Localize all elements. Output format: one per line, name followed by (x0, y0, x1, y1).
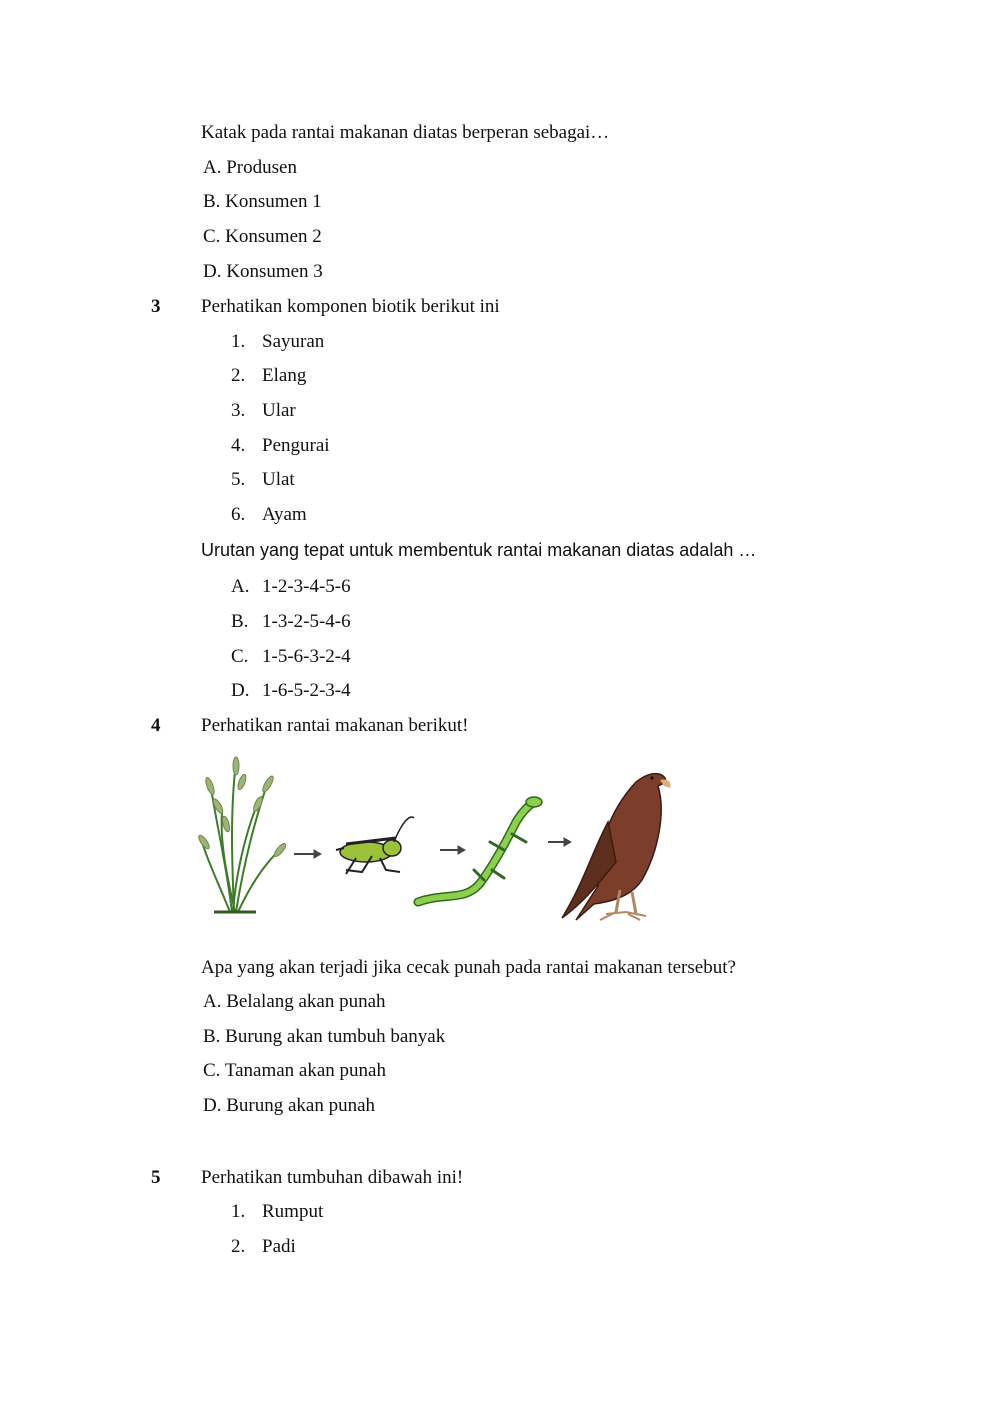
q3-item-number: 6. (231, 504, 246, 525)
grass-icon (197, 757, 287, 912)
q4-option-d[interactable]: D. Burung akan punah (203, 1095, 376, 1116)
q3-item-number: 2. (231, 365, 246, 386)
q3-stem: Perhatikan komponen biotik berikut ini (201, 296, 500, 317)
q3-item-label: Pengurai (262, 435, 330, 456)
q3-item-number: 1. (231, 331, 246, 352)
eagle-icon (562, 774, 671, 920)
q2-option-b[interactable]: B. Konsumen 1 (203, 191, 322, 212)
arrow-right-icon (440, 846, 465, 854)
q5-number: 5 (151, 1167, 161, 1188)
q3-item-label: Ayam (262, 504, 307, 525)
q5-item-number: 2. (231, 1236, 246, 1257)
q5-item-label: Rumput (262, 1201, 324, 1222)
q2-option-c[interactable]: C. Konsumen 2 (203, 226, 322, 247)
q3-item-number: 5. (231, 469, 246, 490)
q3-item-label: Ulat (262, 469, 295, 490)
q3-option-letter[interactable]: C. (231, 646, 249, 667)
arrow-right-icon (548, 838, 571, 846)
q3-option-c[interactable]: 1-5-6-3-2-4 (262, 646, 351, 667)
q3-item-label: Sayuran (262, 331, 325, 352)
q3-option-d[interactable]: 1-6-5-2-3-4 (262, 680, 351, 701)
q5-stem: Perhatikan tumbuhan dibawah ini! (201, 1167, 464, 1188)
q2-stem: Katak pada rantai makanan diatas berperan sebagai… (201, 122, 610, 143)
q4-stem: Perhatikan rantai makanan berikut! (201, 715, 469, 736)
q3-item-number: 3. (231, 400, 246, 421)
q2-option-a[interactable]: A. Produsen (203, 157, 297, 178)
q3-option-letter[interactable]: A. (231, 576, 250, 597)
q3-option-letter[interactable]: D. (231, 680, 250, 701)
q4-option-b[interactable]: B. Burung akan tumbuh banyak (203, 1026, 446, 1047)
q4-question: Apa yang akan terjadi jika cecak punah pada rantai makanan tersebut? (201, 957, 736, 978)
q3-question: Urutan yang tepat untuk membentuk rantai makanan diatas adalah … (201, 540, 757, 560)
q5-item-label: Padi (262, 1236, 296, 1257)
q4-option-c[interactable]: C. Tanaman akan punah (203, 1060, 386, 1081)
q3-option-b[interactable]: 1-3-2-5-4-6 (262, 611, 351, 632)
q3-item-number: 4. (231, 435, 246, 456)
q3-number: 3 (151, 296, 161, 317)
q2-option-d[interactable]: D. Konsumen 3 (203, 261, 323, 282)
q3-item-label: Ular (262, 400, 296, 421)
q4-option-a[interactable]: A. Belalang akan punah (203, 991, 386, 1012)
q3-item-label: Elang (262, 365, 307, 386)
grasshopper-icon (336, 817, 414, 874)
lizard-icon (418, 797, 542, 902)
q3-option-a[interactable]: 1-2-3-4-5-6 (262, 576, 351, 597)
q4-number: 4 (151, 715, 161, 736)
arrow-right-icon (294, 850, 321, 858)
q5-item-number: 1. (231, 1201, 246, 1222)
q3-option-letter[interactable]: B. (231, 611, 249, 632)
food-chain-illustration (196, 752, 676, 932)
